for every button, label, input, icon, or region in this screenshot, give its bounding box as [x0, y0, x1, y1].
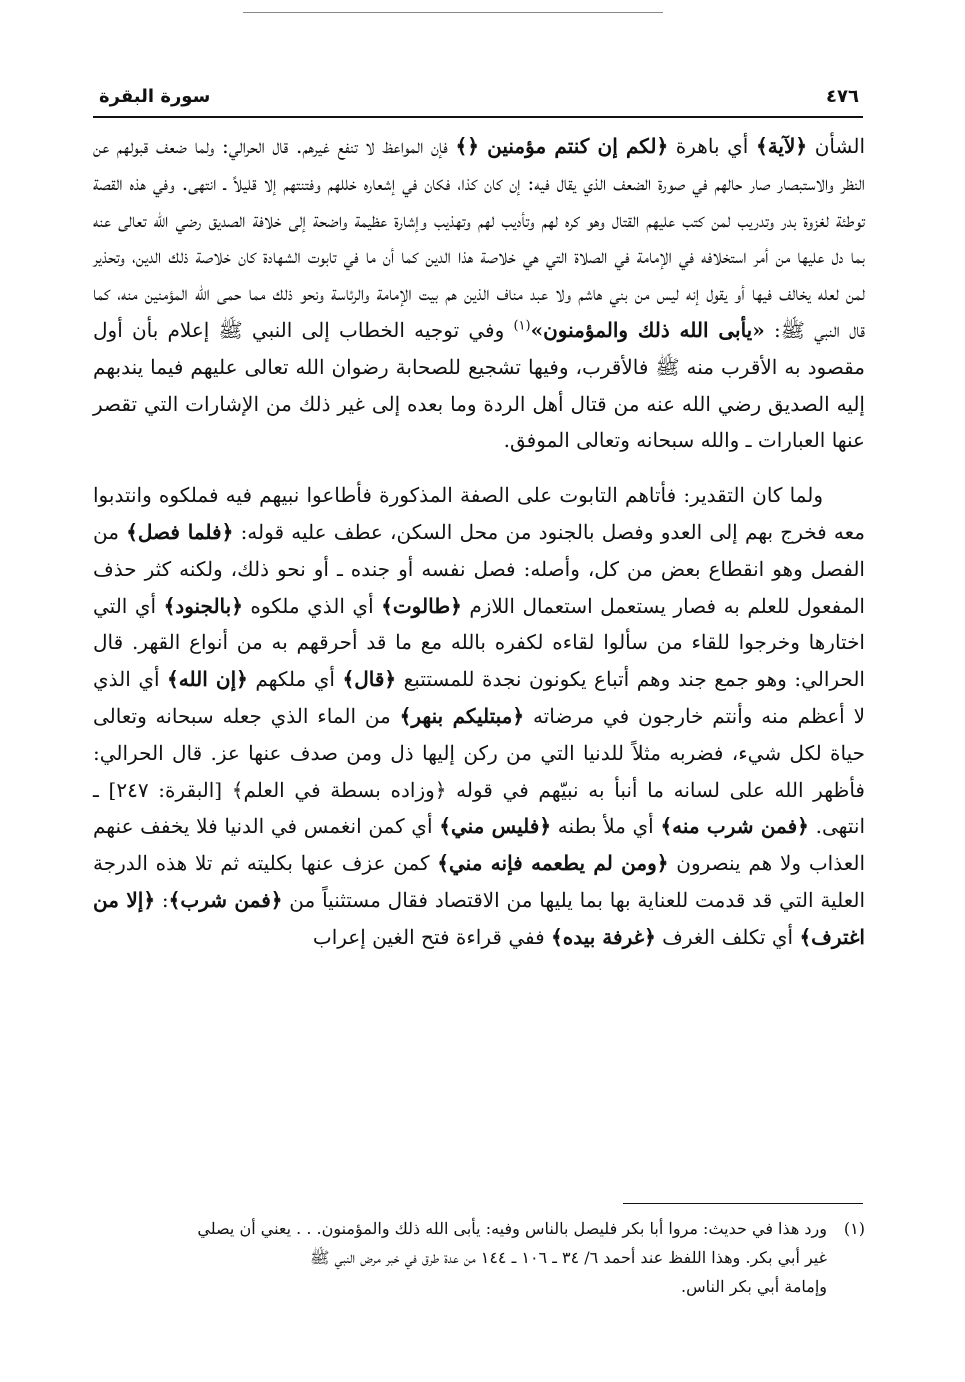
text-run: الشأن	[807, 134, 866, 158]
quran-quote: ﴿لكم إن كنتم مؤمنين ﴿﴾	[455, 134, 669, 158]
surah-title: سورة البقرة	[99, 86, 211, 107]
quran-quote: ﴿طالوت﴾	[381, 593, 462, 618]
text-run: أي الذي ملكوه	[242, 593, 382, 618]
paragraph-1	[93, 128, 865, 459]
main-text	[93, 128, 865, 956]
text-run: من الفصل وهو انقطاع بعض من كل، وأصله: فصل نفسه أو جنده ـ أو نحو ذلك، ولكنه كثر حذف المفعول للعلم به فصار يستعمل استعمال اللازم	[93, 519, 865, 618]
quran-quote: ﴿فلما فصل﴾	[126, 519, 234, 544]
footnote	[93, 1214, 865, 1301]
page-number: ٤٧٦	[826, 86, 859, 107]
text-run: أي كمن انغمس في الدنيا فلا يخفف عنهم العذاب ولا هم ينصرون	[93, 814, 866, 876]
page-header	[93, 86, 863, 118]
footnote-rule	[623, 1203, 863, 1204]
text-run: ولما كان التقدير: فأتاهم التابوت على الصفة المذكورة فأطاعوا نبيهم فيه فملكوه وانتدبوا معه فخرج بهم إلى العدو وفصل بالجنود من محل السكن، عطف عليه قوله:	[93, 483, 866, 544]
footnote-line: وإمامة أبي بكر الناس.	[680, 1277, 827, 1296]
footnote-line: ورد هذا في حديث: مروا أبا بكر فليصل بالناس وفيه: يأبى الله ذلك والمؤمنون. . . يعني أن يصلي	[197, 1219, 827, 1238]
quran-quote: ﴿فمن شرب منه﴾	[660, 814, 809, 839]
paragraph-2	[93, 477, 865, 955]
quran-quote: ﴿إلا من اغترف﴾	[93, 887, 865, 949]
quran-quote: ﴿فمن شرب﴾	[168, 887, 283, 912]
footnote-line: غير أبي بكر. وهذا اللفظ عند أحمد ٦/ ٣٤ ـ ١٠٦ ـ ١٤٤ من عدة طرق في خبر مرض النبي ﷺ	[310, 1248, 827, 1267]
quran-quote: ﴿بالجنود﴾	[163, 593, 243, 618]
text-run: كمن عزف عنها بكليته ثم تلا هذه الدرجة العلية التي قد قدمت للعناية بها بما يليها من الاقتصاد فقال مستثنياً من	[93, 851, 866, 912]
quran-quote: ﴿لآية﴾	[755, 134, 808, 158]
quran-quote: ﴿فليس مني﴾	[439, 814, 552, 839]
text-run: أي باهرة	[668, 134, 756, 158]
text-run: أي تكلف الغرف	[655, 924, 800, 949]
text-run: أي التي اختارها وخرجوا للقاء من سألوا لقاءه لكفره بالله مع ما قد أحرقهم به من أنواع القهر. قال الحرالي: وهو جمع جند وهم أتباع يكونون نجدة للمستتبع	[93, 593, 865, 692]
quran-quote: «يأبى الله ذلك والمؤمنون»	[530, 317, 765, 342]
text-run: أي الذي لا أعظم منه وأنتم خارجون في مرضاته	[93, 667, 865, 728]
quran-quote: ﴿ومن لم يطعمه فإنه مني﴾	[437, 851, 669, 876]
text-run: أي ملأ بطنه	[551, 814, 661, 839]
text-run: فإن المواعظ لا تنفع غيرهم. قال الحرالي: ولما ضعف قبولهم عن النظر والاستبصار صار حالهم في صورة الضعف الذي يقال فيه: إن كان كذا، فكان في إشعاره خللهم وفتنتهم إلا قليلاً ـ انتهى. وفي هذه القصة توطئة لغزوة بدر وتدريب لمن كتب عليهم القتال وهو كره لهم وتأديب لهم وتهذيب وإشارة عظيمة واضحة إلى خلافة الصديق رضي الله تعالى عنه بما دل عليها من أمر استخلافه في الإمامة في الصلاة التي هي خلاصة هذا الدين كما أن ما في تابوت الشهادة كان خلاصة ذلك الدين، وتحذير لمن لعله يخالف فيها أو يقول إنه ليس من بني هاشم ولا عبد مناف الذين هم بيت الإمامة والرئاسة ونحو ذلك مما حمى الله المؤمنين منه، كما قال النبي ﷺ:	[93, 134, 865, 342]
quran-quote: ﴿إن الله﴾	[167, 667, 248, 692]
text-run: ففي قراءة فتح الغين إعراب	[312, 924, 552, 949]
top-rule	[243, 12, 663, 13]
footnote-marker: (١)	[843, 1219, 865, 1238]
text-run: :	[155, 887, 169, 912]
text-run: من الماء الذي جعله سبحانه وتعالى حياة لكل شيء، فضربه مثلاً للدنيا التي من ركن إليها ذل ومن صدف عنها عز. قال الحرالي: فأظهر الله على لسانه ما أنبأ به نبيّهم في قوله ﴿وزاده بسطة في العلم﴾ [البقرة: ٢٤٧] ـ انتهى.	[93, 703, 865, 839]
text-run: أي ملكهم	[247, 667, 343, 692]
quran-quote: ﴿مبتليكم بنهر﴾	[399, 703, 525, 728]
footnote-reference: (١)	[513, 318, 531, 334]
text-run: وفي توجيه الخطاب إلى النبي ﷺ إعلام بأن أول مقصود به الأقرب منه ﷺ فالأقرب، وفيها تشجيع للصحابة رضوان الله تعالى عليهم فيما يندبهم إليه الصديق رضي الله عنه من قتال أهل الردة وما بعده إلى غير ذلك من الإشارات التي تقصر عنها العبارات ـ والله سبحانه وتعالى الموفق.	[93, 317, 865, 453]
quran-quote: ﴿غرفة بيده﴾	[551, 924, 656, 949]
quran-quote: ﴿قال﴾	[342, 667, 397, 692]
